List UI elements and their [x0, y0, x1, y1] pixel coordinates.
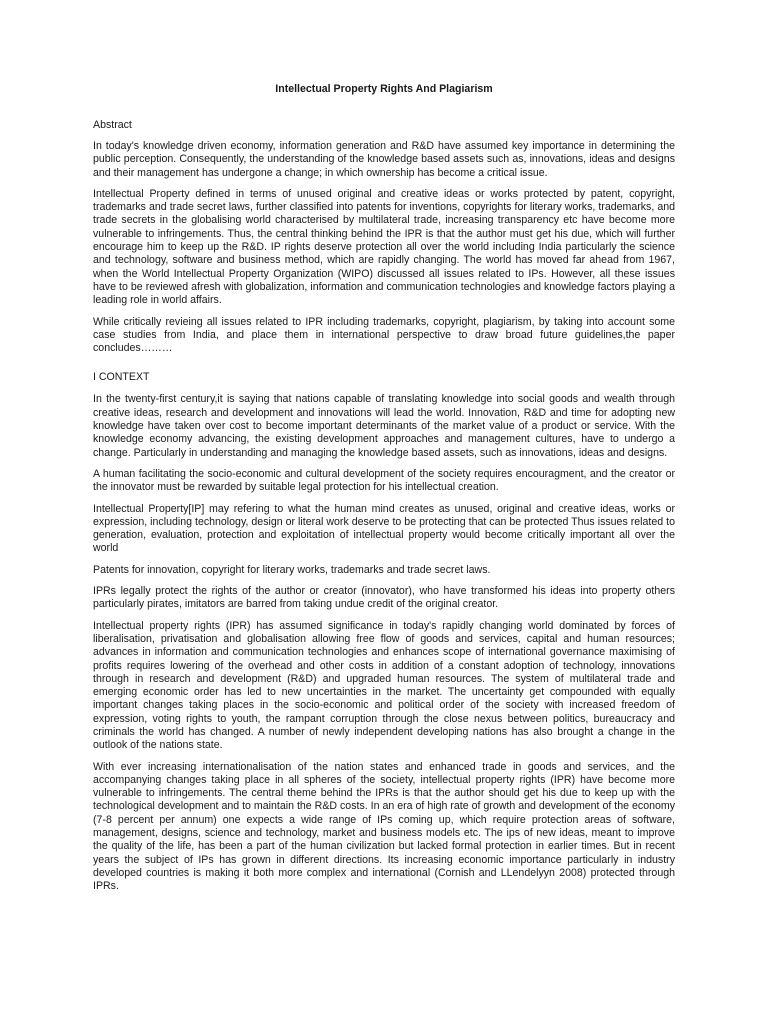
abstract-paragraph: Intellectual Property defined in terms of unused original and creative ideas or works protected by patent, copyright, trademarks and trade secret laws, further classified into patents for inventions, copyrights for literary works, trademarks, and trade secrets in the globalising world characterised by multilateral trade, increasing transparency etc have become more vulnerable to infringements. Thus, the central thinking behind the IPR is that the author must get his due, which will further encourage him to keep up the R&D. IP rights deserve protection all over the world including India particularly the science and technology, software and business method, which are rapidly changing. The world has moved far ahead from 1967, when the World Intellectual Property Organization (WIPO) discussed all issues related to IPs. However, all these issues have to be reviewed afresh with globalization, information and communication technologies and knowledge factors playing a leading role in world affairs. [93, 187, 675, 307]
abstract-paragraph: In today's knowledge driven economy, information generation and R&D have assumed key importance in determining the public perception. Consequently, the understanding of the knowledge based assets such as, innovations, ideas and designs and their management has undergone a change; in which ownership has become a critical issue. [93, 140, 675, 179]
body-paragraph: With ever increasing internationalisation of the nation states and enhanced trade in goods and services, and the accompanying changes taking place in all spheres of the society, intellectual property rights (IPR) have become more vulnerable to infringements. The central theme behind the IPRs is that the author should get his due to keep up with the technological development and to maintain the R&D costs. In an era of high rate of growth and development of the economy (7-8 percent per annum) one expects a wide range of IPs coming up, which require protection areas of software, management, designs, science and technology, market and business models etc. The ips of new ideas, meant to improve the quality of the life, has been a part of the human civilization but lacked formal protection in earlier times. But in recent years the subject of IPs has grown in different directions. Its increasing economic importance particularly in industry developed countries is making it both more complex and international (Cornish and LLendelyyn 2008) protected through IPRs. [93, 760, 675, 893]
abstract-heading: Abstract [93, 119, 132, 131]
body-paragraph: Intellectual property rights (IPR) has assumed significance in today's rapidly changing world dominated by forces of liberalisation, privatisation and globalisation allowing free flow of goods and services, capital and human resources; advances in information and communication technologies and enhances scope of international governance maximising of profits requires lowering of the overhead and other costs in addition of a constant adoption of technology, innovations through in research and development (R&D) and upgraded human resources. The system of multilateral trade and emerging economic order has led to new uncertainties in the market. The uncertainty get compounded with equally important changes taking places in the socio-economic and political order of the society with increased freedom of expression, voting rights to youth, the rampant corruption through the close nexus between politics, bureaucracy and criminals the world has changed. A number of newly independent developing nations has also brought a change in the outlook of the nations state. [93, 619, 675, 752]
body-paragraph: IPRs legally protect the rights of the author or creator (innovator), who have transformed his ideas into property others particularly pirates, imitators are barred from taking undue credit of the original creator. [93, 585, 675, 611]
section-heading: I CONTEXT [93, 371, 150, 384]
abstract-paragraph: While critically revieing all issues related to IPR including trademarks, copyright, plagiarism, by taking into account some case studies from India, and place them in international perspective to draw broad future guidelines,the paper concludes……… [93, 315, 675, 355]
body-paragraph: In the twenty-first century,it is saying that nations capable of translating knowledge into social goods and wealth through creative ideas, research and development and innovations will lead the world. Innovation, R&D and time for adopting new knowledge have taken over cost to become important determinants of the market value of a product or service. With the knowledge economy advancing, the existing development approaches and management cultures, have to undergo a change. Particularly in understanding and managing the knowledge based assets, such as innovations, ideas and designs. [93, 393, 675, 459]
document-title: Intellectual Property Rights And Plagiarism [275, 83, 493, 95]
body-paragraph: Intellectual Property[IP] may refering to what the human mind creates as unused, original and creative ideas, works or expression, including technology, design or literal work deserve to be protecting that can be protected Thus issues related to generation, evaluation, protection and exploitation of intellectual property would become critically important all over the world [93, 502, 675, 555]
body-paragraph: A human facilitating the socio-economic and cultural development of the society requires encouragment, and the creator or the innovator must be rewarded by suitable legal protection for his intellectual creation. [93, 467, 675, 494]
body-paragraph: Patents for innovation, copyright for literary works, trademarks and trade secret laws. [93, 563, 491, 576]
